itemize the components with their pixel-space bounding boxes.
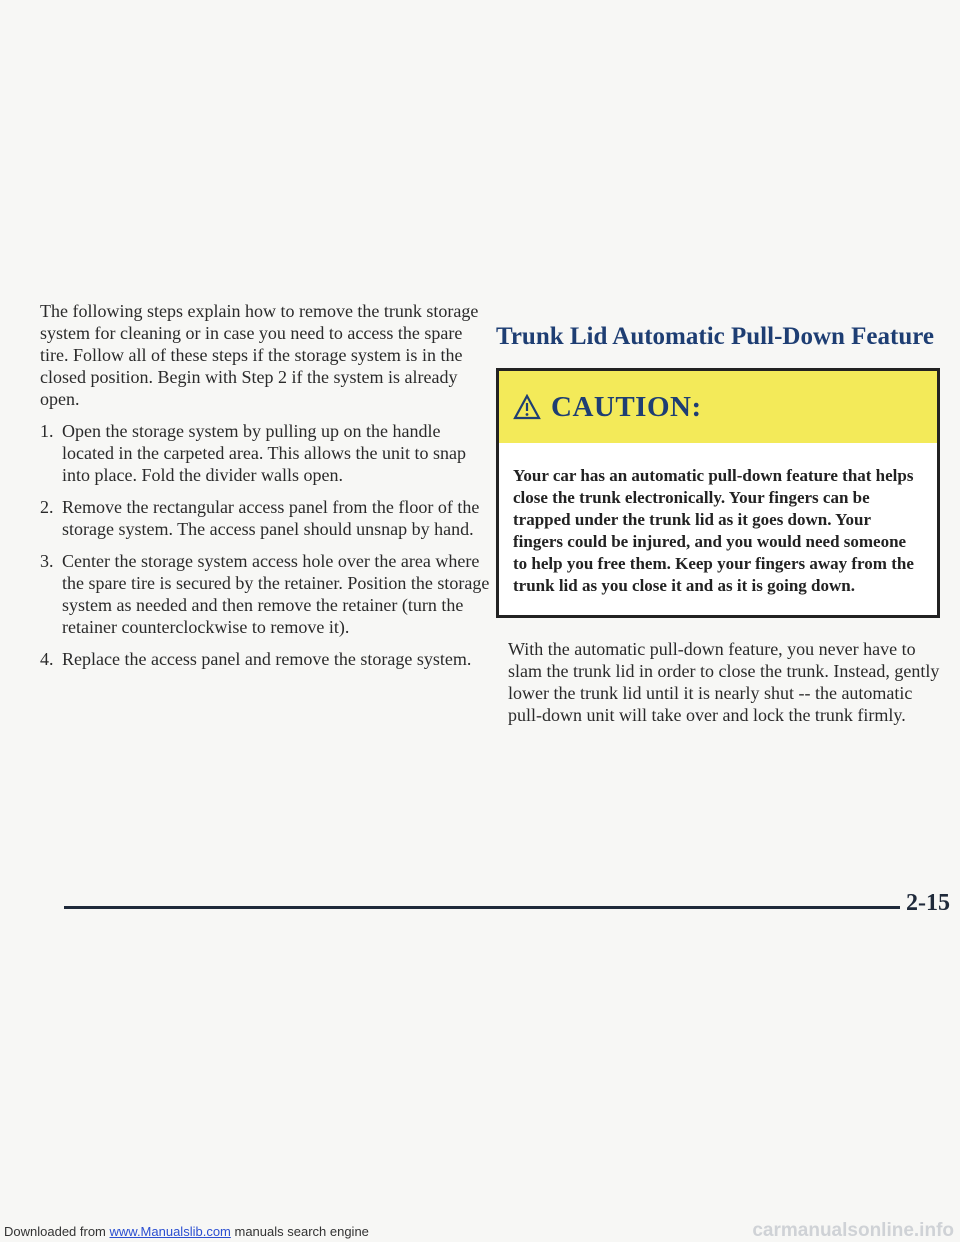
steps-list xyxy=(40,420,490,670)
list-item xyxy=(40,550,490,638)
step-number: 3. xyxy=(40,551,54,571)
list-item xyxy=(40,496,490,540)
caution-box xyxy=(496,368,940,618)
left-column xyxy=(40,300,490,680)
step-text: Remove the rectangular access panel from the floor of the storage system. The access panel should unsnap by hand. xyxy=(62,497,480,539)
step-number: 4. xyxy=(40,649,54,669)
step-text: Open the storage system by pulling up on the handle located in the carpeted area. This allows the unit to snap into place. Fold the divider walls open. xyxy=(62,421,467,485)
caution-text: Your car has an automatic pull-down feature that helps close the trunk electronically. Your fingers can be trapped under the trunk lid as it goes down. Your fingers could be injured, and you would need someone to help you free them. Keep your fingers away from the trunk lid as you close it and as it is going down. xyxy=(513,466,914,595)
footer-prefix: Downloaded from xyxy=(4,1224,110,1239)
right-column xyxy=(496,322,948,726)
caution-header xyxy=(499,371,937,443)
footer xyxy=(4,1224,369,1239)
footer-suffix: manuals search engine xyxy=(230,1224,369,1239)
caution-label: CAUTION: xyxy=(551,390,702,423)
footer-link[interactable]: www.Manualslib.com xyxy=(109,1224,231,1239)
list-item xyxy=(40,648,490,670)
divider xyxy=(64,906,900,909)
body-paragraph: With the automatic pull-down feature, you never have to slam the trunk lid in order to close the trunk. Instead, gently lower the trunk lid until it is nearly shut -- the automatic pull-down unit will take over and lock the trunk firmly. xyxy=(508,639,940,725)
step-text: Center the storage system access hole over the area where the spare tire is secured by the retainer. Position the storage system as needed and then remove the retainer (turn the retainer counterclockwise to remove it). xyxy=(62,551,490,637)
section-title: Trunk Lid Automatic Pull-Down Feature xyxy=(496,323,934,350)
step-number: 1. xyxy=(40,421,54,441)
list-item xyxy=(40,420,490,486)
watermark: carmanualsonline.info xyxy=(752,1220,954,1241)
page-number: 2-15 xyxy=(906,890,950,916)
intro-paragraph: The following steps explain how to remove the trunk storage system for cleaning or in case you need to access the spare tire. Follow all of these steps if the storage system is in the closed position. Begin with Step 2 if the system is already open. xyxy=(40,301,479,409)
step-text: Replace the access panel and remove the storage system. xyxy=(62,649,472,669)
step-number: 2. xyxy=(40,497,54,517)
warning-triangle-icon xyxy=(513,394,541,420)
